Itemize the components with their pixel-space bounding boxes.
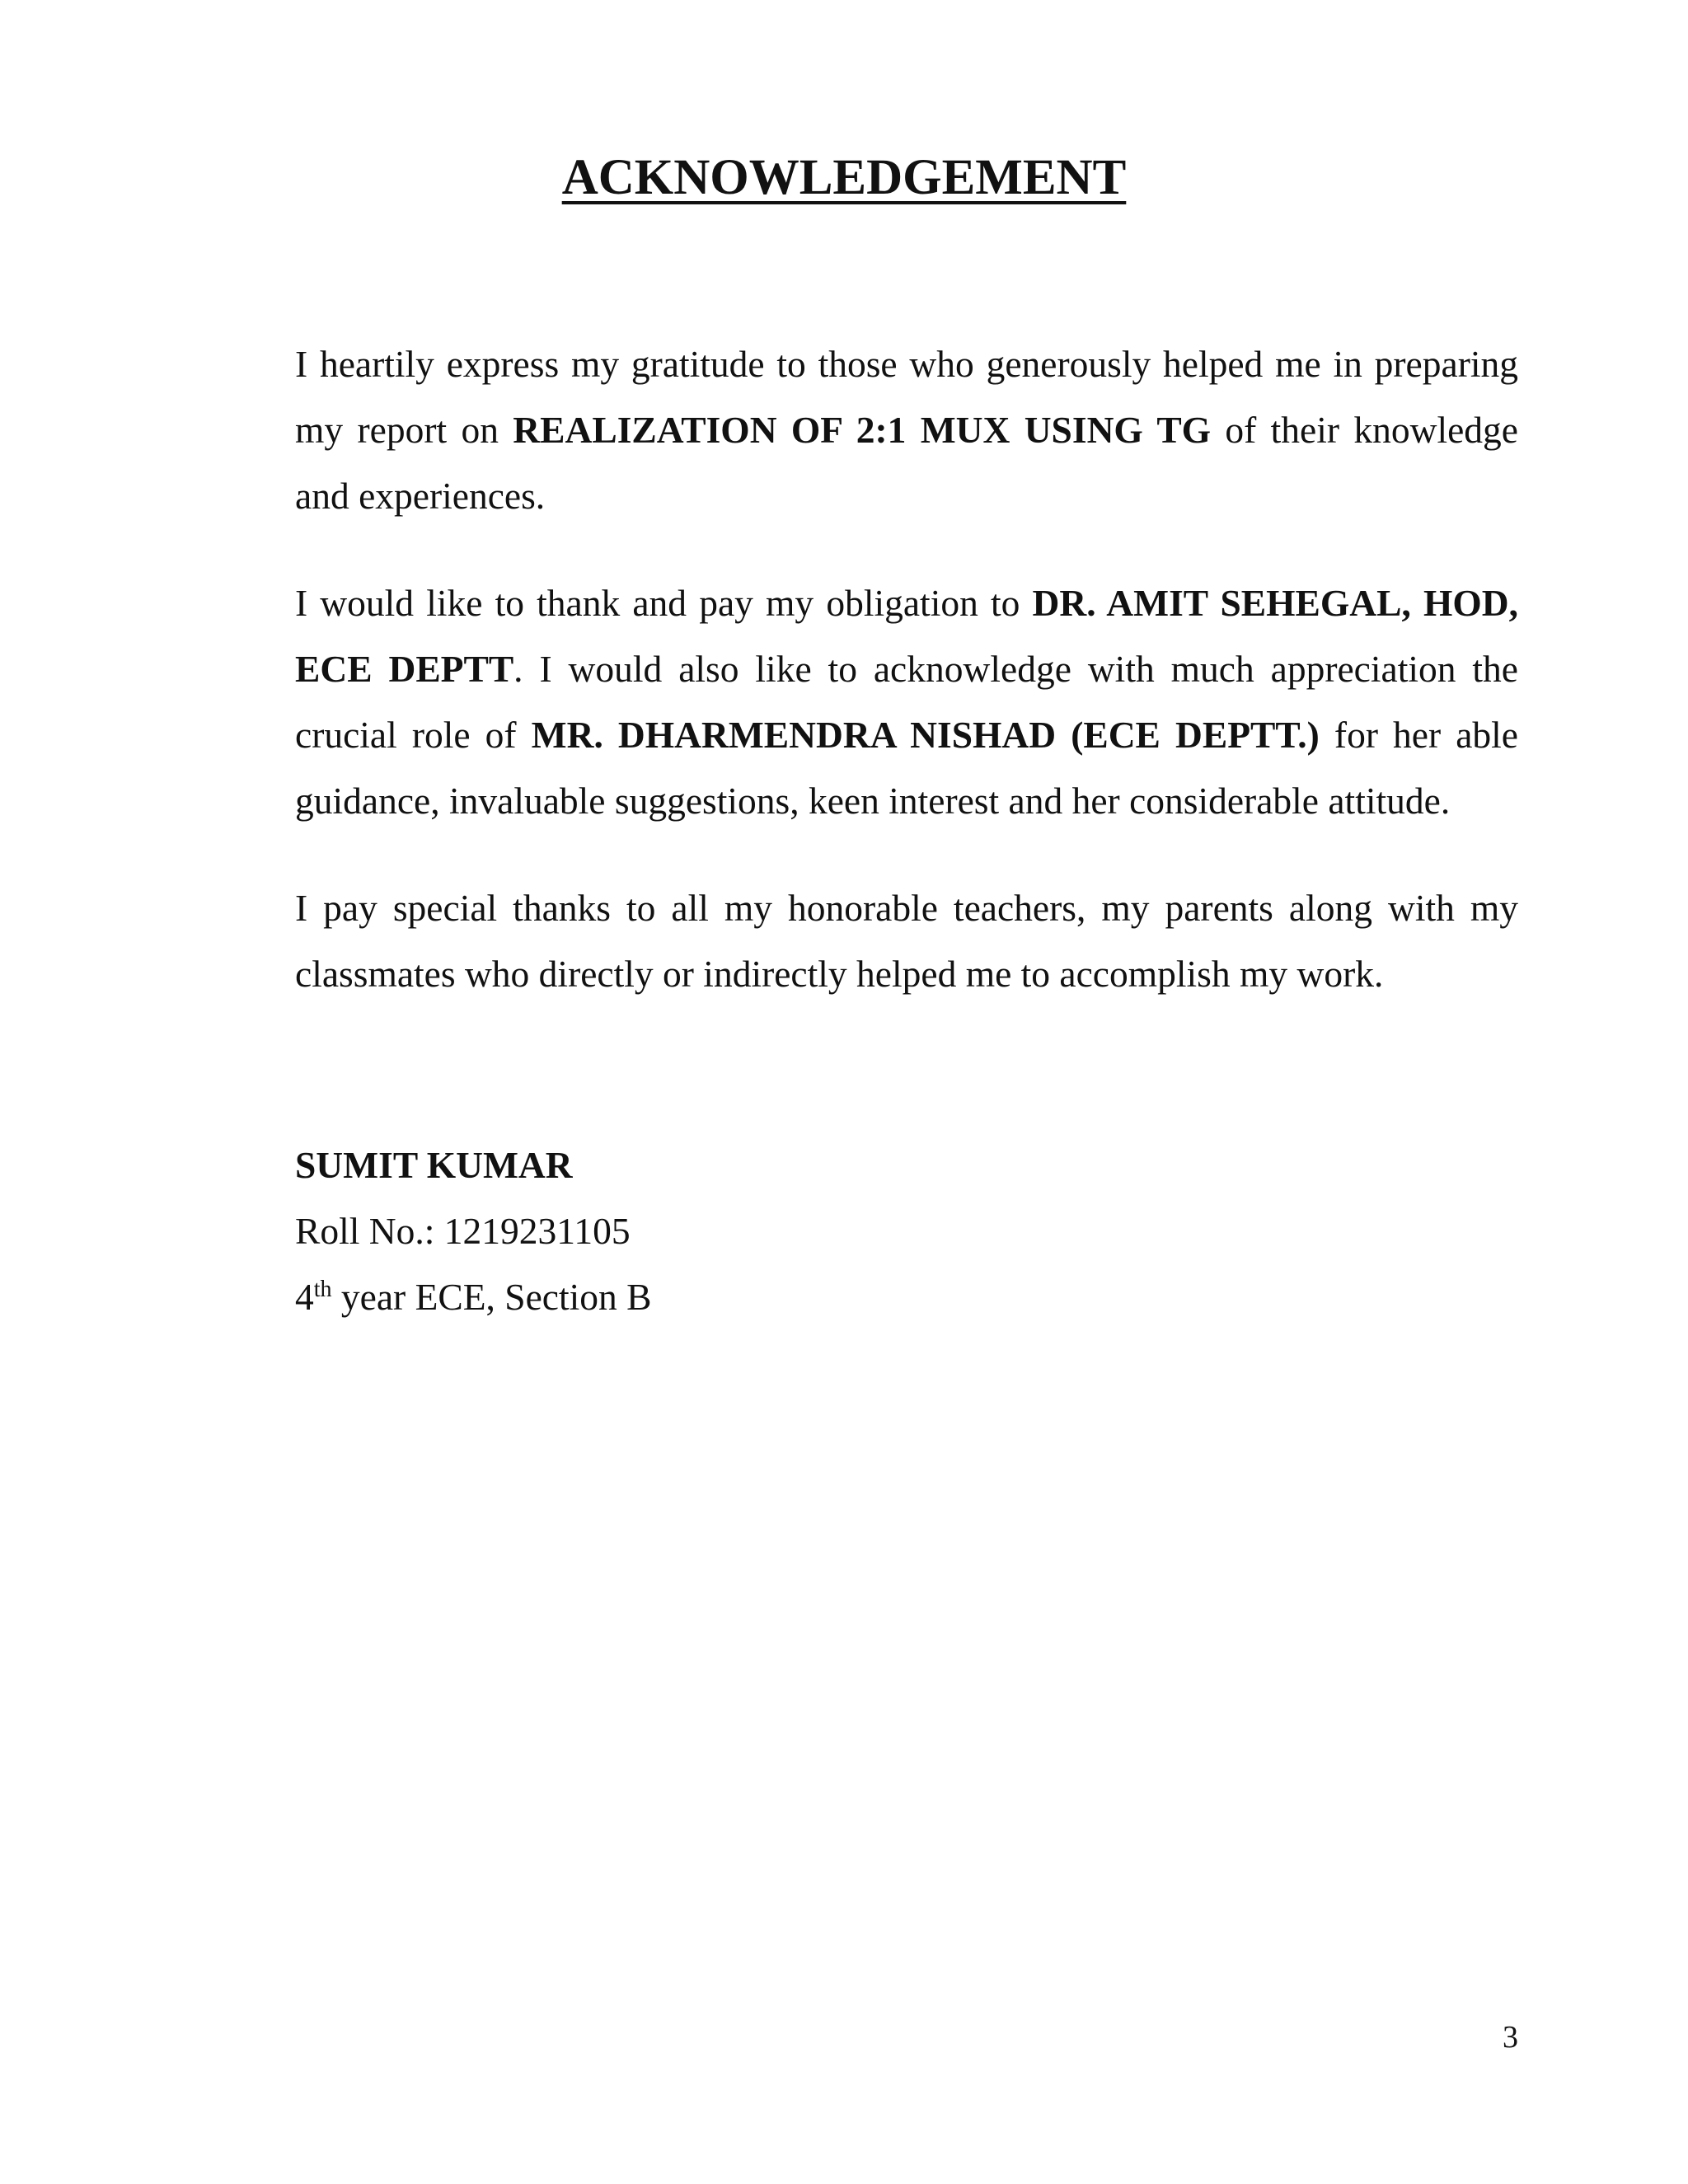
page-number: 3 (1503, 2020, 1518, 2055)
roll-number: Roll No.: 1219231105 (295, 1210, 631, 1252)
paragraph-thanks (295, 570, 1518, 834)
page-title-text: ACKNOWLEDGEMENT (561, 150, 1127, 205)
report-title: REALIZATION OF 2:1 MUX USING TG (513, 409, 1212, 451)
paragraph-gratitude (295, 331, 1518, 529)
author-name: SUMIT KUMAR (295, 1144, 573, 1186)
guide-name: MR. DHARMENDRA NISHAD (ECE DEPTT.) (531, 714, 1320, 756)
paragraph-thanks-text-b: . I would also like to acknowledge with much appreciation the crucial role of (295, 648, 1518, 756)
year-suffix: th (313, 1277, 332, 1302)
year-number: 4 (295, 1276, 314, 1318)
page-title (0, 145, 1688, 211)
paragraph-thanks-text-a: I would like to thank and pay my obligation to (295, 582, 1033, 624)
paragraph-special-thanks-text: I pay special thanks to all my honorable teachers, my parents along with my classmates who directly or indirectly helped me to accomplish my work. (295, 887, 1518, 995)
hod-name: DR. AMIT SEHEGAL, HOD, ECE DEPTT (295, 582, 1518, 690)
paragraph-special-thanks (295, 875, 1518, 1007)
year-section (295, 1264, 651, 1330)
paragraph-gratitude-text-b: of their knowledge and experiences. (295, 409, 1519, 517)
year-section-rest: year ECE, Section B (331, 1276, 652, 1318)
paragraph-gratitude-text-a: I heartily express my gratitude to those who generously helped me in preparing my report on (295, 343, 1518, 451)
paragraph-thanks-text-c: for her able guidance, invaluable suggestions, keen interest and her considerable attitude. (295, 714, 1518, 822)
signature-block (295, 1132, 651, 1330)
acknowledgement-body (295, 331, 1518, 1007)
